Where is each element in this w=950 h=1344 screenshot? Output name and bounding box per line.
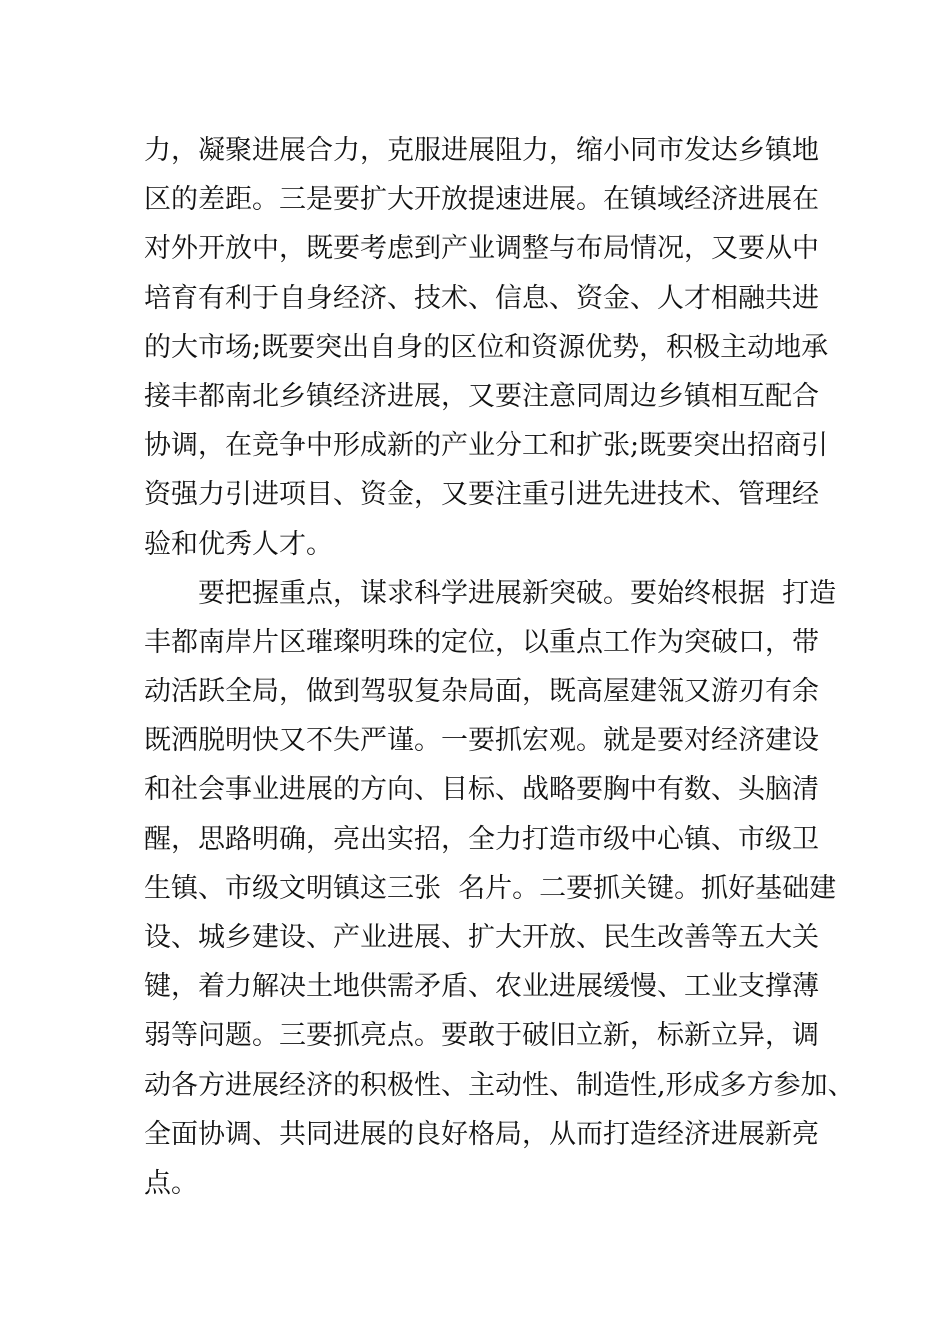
paragraph-line: 协调，在竞争中形成新的产业分工和扩张;既要突出招商引 bbox=[144, 430, 829, 462]
paragraph-1 bbox=[144, 126, 829, 569]
paragraph-line: 动各方进展经济的积极性、主动性、制造性,形成多方参加、 bbox=[144, 1069, 855, 1101]
paragraph-line: 全面协调、共同进展的良好格局，从而打造经济进展新亮 bbox=[144, 1118, 819, 1150]
paragraph-line: 既洒脱明快又不失严谨。一要抓宏观。就是要对经济建设 bbox=[144, 725, 819, 757]
body-text bbox=[144, 126, 855, 1208]
paragraph-line: 丰都南岸片区璀璨明珠的定位，以重点工作为突破口，带 bbox=[144, 626, 819, 658]
paragraph-line: 生镇、市级文明镇这三张 名片。二要抓关键。抓好基础建 bbox=[144, 872, 837, 904]
paragraph-line: 培育有利于自身经济、技术、信息、资金、人才相融共进 bbox=[144, 282, 819, 314]
paragraph-line: 动活跃全局，做到驾驭复杂局面，既高屋建瓴又游刃有余 bbox=[144, 676, 819, 708]
paragraph-line: 的大市场;既要突出自身的区位和资源优势，积极主动地承 bbox=[144, 331, 829, 363]
paragraph-line: 接丰都南北乡镇经济进展，又要注意同周边乡镇相互配合 bbox=[144, 380, 819, 412]
paragraph-line: 对外开放中，既要考虑到产业调整与布局情况，又要从中 bbox=[144, 233, 819, 265]
paragraph-line: 弱等问题。三要抓亮点。要敢于破旧立新，标新立异，调 bbox=[144, 1020, 819, 1052]
paragraph-line: 设、城乡建设、产业进展、扩大开放、民生改善等五大关 bbox=[144, 922, 819, 953]
paragraph-line: 点。 bbox=[144, 1167, 198, 1199]
paragraph-line: 醒，思路明确，亮出实招，全力打造市级中心镇、市级卫 bbox=[144, 823, 819, 855]
paragraph-line: 资强力引进项目、资金，又要注重引进先进技术、管理经 bbox=[144, 479, 819, 511]
paragraph-line: 区的差距。三是要扩大开放提速进展。在镇域经济进展在 bbox=[144, 184, 819, 216]
paragraph-line: 验和优秀人才。 bbox=[144, 528, 333, 560]
paragraph-line: 键，着力解决土地供需矛盾、农业进展缓慢、工业支撑薄 bbox=[144, 971, 819, 1003]
paragraph-2 bbox=[144, 569, 855, 1208]
paragraph-line: 力，凝聚进展合力，克服进展阻力，缩小同市发达乡镇地 bbox=[144, 135, 819, 166]
paragraph-line-indented: 要把握重点，谋求科学进展新突破。要始终根据 打造 bbox=[198, 577, 837, 609]
paragraph-line: 和社会事业进展的方向、目标、战略要胸中有数、头脑清 bbox=[144, 774, 819, 806]
